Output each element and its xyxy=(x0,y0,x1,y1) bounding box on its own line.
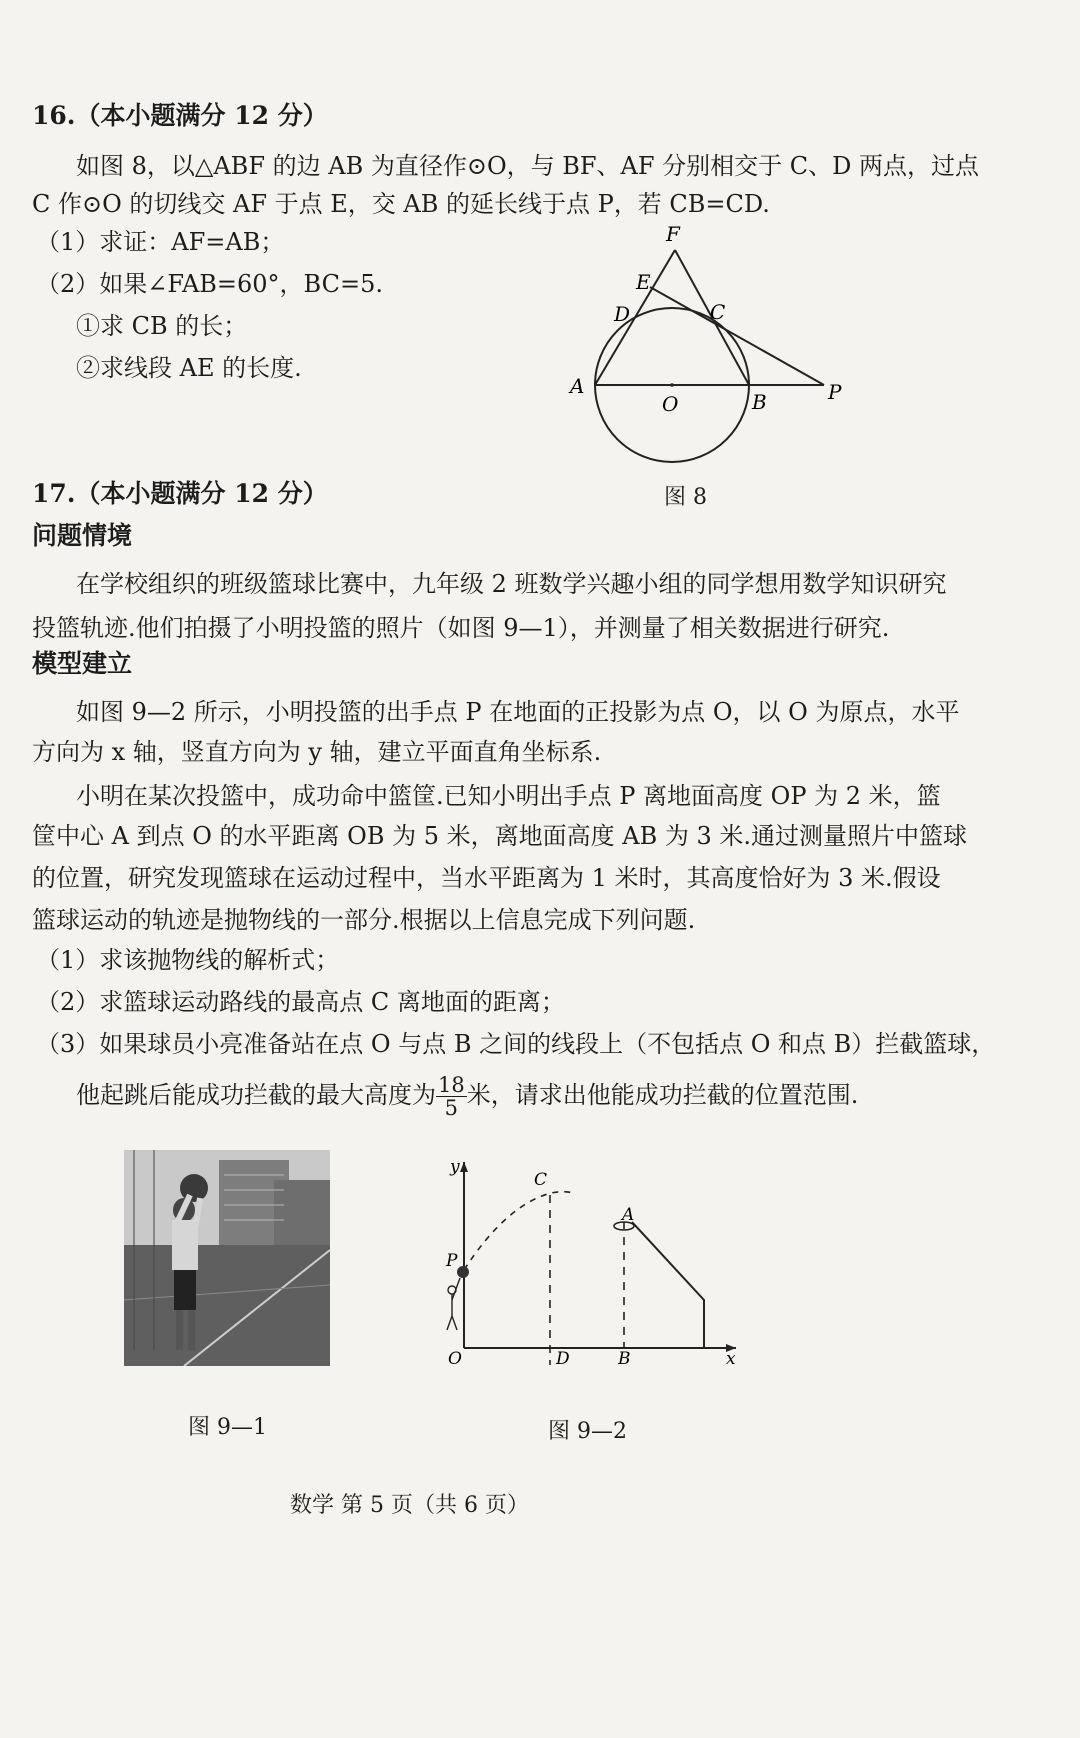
label-o: O xyxy=(448,1349,462,1369)
hoop-support xyxy=(632,1222,704,1348)
stick-figure xyxy=(447,1278,460,1330)
q16-sub2: ②求线段 AE 的长度. xyxy=(76,354,302,382)
figure-8 xyxy=(550,225,870,475)
q17-part1: （1）求该抛物线的解析式； xyxy=(36,946,340,974)
q17-para2-line2: 方向为 x 轴，竖直方向为 y 轴，建立平面直角坐标系. xyxy=(32,738,602,766)
fraction-18-5 xyxy=(436,1074,467,1119)
label-a: A xyxy=(622,1205,635,1225)
q17-para3-line2: 筐中心 A 到点 O 的水平距离 OB 为 5 米，离地面高度 AB 为 3 米.通过测量照片中篮球 xyxy=(32,822,968,850)
figure-9-1-photo xyxy=(124,1150,330,1366)
q17-para1-line2: 投篮轨迹.他们拍摄了小明投篮的照片（如图 9—1），并测量了相关数据进行研究. xyxy=(32,614,890,642)
fraction-denominator: 5 xyxy=(444,1096,459,1120)
q16-part1: （1）求证：AF=AB； xyxy=(36,228,285,256)
q17-para3-line3: 的位置，研究发现篮球在运动过程中，当水平距离为 1 米时，其高度恰好为 3 米.假设 xyxy=(32,864,941,892)
label-b: B xyxy=(752,390,767,414)
section-model-building: 模型建立 xyxy=(32,649,133,678)
label-d: D xyxy=(556,1349,570,1369)
ball xyxy=(457,1266,469,1278)
label-a: A xyxy=(570,374,585,398)
figure-9-2-caption: 图 9—2 xyxy=(548,1419,627,1444)
label-b: B xyxy=(618,1349,631,1369)
label-y: y xyxy=(450,1157,460,1177)
q17-part3-pre: 他起跳后能成功拦截的最大高度为 xyxy=(76,1081,436,1109)
q16-part2: （2）如果∠FAB=60°，BC=5. xyxy=(36,270,384,298)
point-o xyxy=(670,383,674,387)
q17-para2-line1: 如图 9—2 所示，小明投篮的出手点 P 在地面的正投影为点 O，以 O 为原点，水平 xyxy=(76,698,960,726)
q16-stem-line2: C 作⊙O 的切线交 AF 于点 E，交 AB 的延长线于点 P，若 CB=CD. xyxy=(32,190,770,218)
q17-part2: （2）求篮球运动路线的最高点 C 离地面的距离； xyxy=(36,988,565,1016)
label-p: P xyxy=(446,1251,458,1271)
section-problem-context: 问题情境 xyxy=(32,521,133,550)
y-axis-arrow xyxy=(460,1162,468,1172)
line-af xyxy=(595,250,675,385)
label-d: D xyxy=(614,302,631,326)
label-f: F xyxy=(666,225,680,246)
q17-part3-line2 xyxy=(76,1074,858,1119)
label-c: C xyxy=(710,300,726,324)
tangent-ep xyxy=(650,287,824,385)
label-x: x xyxy=(726,1349,736,1369)
q17-title: 17.（本小题满分 12 分） xyxy=(32,479,328,508)
label-p: P xyxy=(828,380,842,404)
label-c: C xyxy=(534,1170,548,1190)
figure-9-2 xyxy=(436,1150,746,1375)
label-o: O xyxy=(662,392,679,416)
q16-sub1: ①求 CB 的长； xyxy=(76,312,248,340)
q17-part3-line1: （3）如果球员小亮准备站在点 O 与点 B 之间的线段上（不包括点 O 和点 B）拦截篮球， xyxy=(36,1030,996,1058)
trajectory-curve xyxy=(464,1192,576,1270)
q17-para3-line4: 篮球运动的轨迹是抛物线的一部分.根据以上信息完成下列问题. xyxy=(32,906,696,934)
page-footer: 数学 第 5 页（共 6 页） xyxy=(290,1493,529,1518)
figure-8-caption: 图 8 xyxy=(664,485,707,510)
label-e: E xyxy=(636,270,651,294)
q17-para3-line1: 小明在某次投篮中，成功命中篮筐.已知小明出手点 P 离地面高度 OP 为 2 米，篮 xyxy=(76,782,941,810)
fraction-numerator: 18 xyxy=(438,1073,465,1097)
q17-para1-line1: 在学校组织的班级篮球比赛中，九年级 2 班数学兴趣小组的同学想用数学知识研究 xyxy=(76,570,947,598)
q16-title: 16.（本小题满分 12 分） xyxy=(32,101,328,130)
figure-9-1-caption: 图 9—1 xyxy=(188,1415,267,1440)
q17-part3-post: 米，请求出他能成功拦截的位置范围. xyxy=(466,1081,859,1109)
q16-stem-line1: 如图 8，以△ABF 的边 AB 为直径作⊙O，与 BF、AF 分别相交于 C、D 两点，过点 xyxy=(76,152,980,180)
